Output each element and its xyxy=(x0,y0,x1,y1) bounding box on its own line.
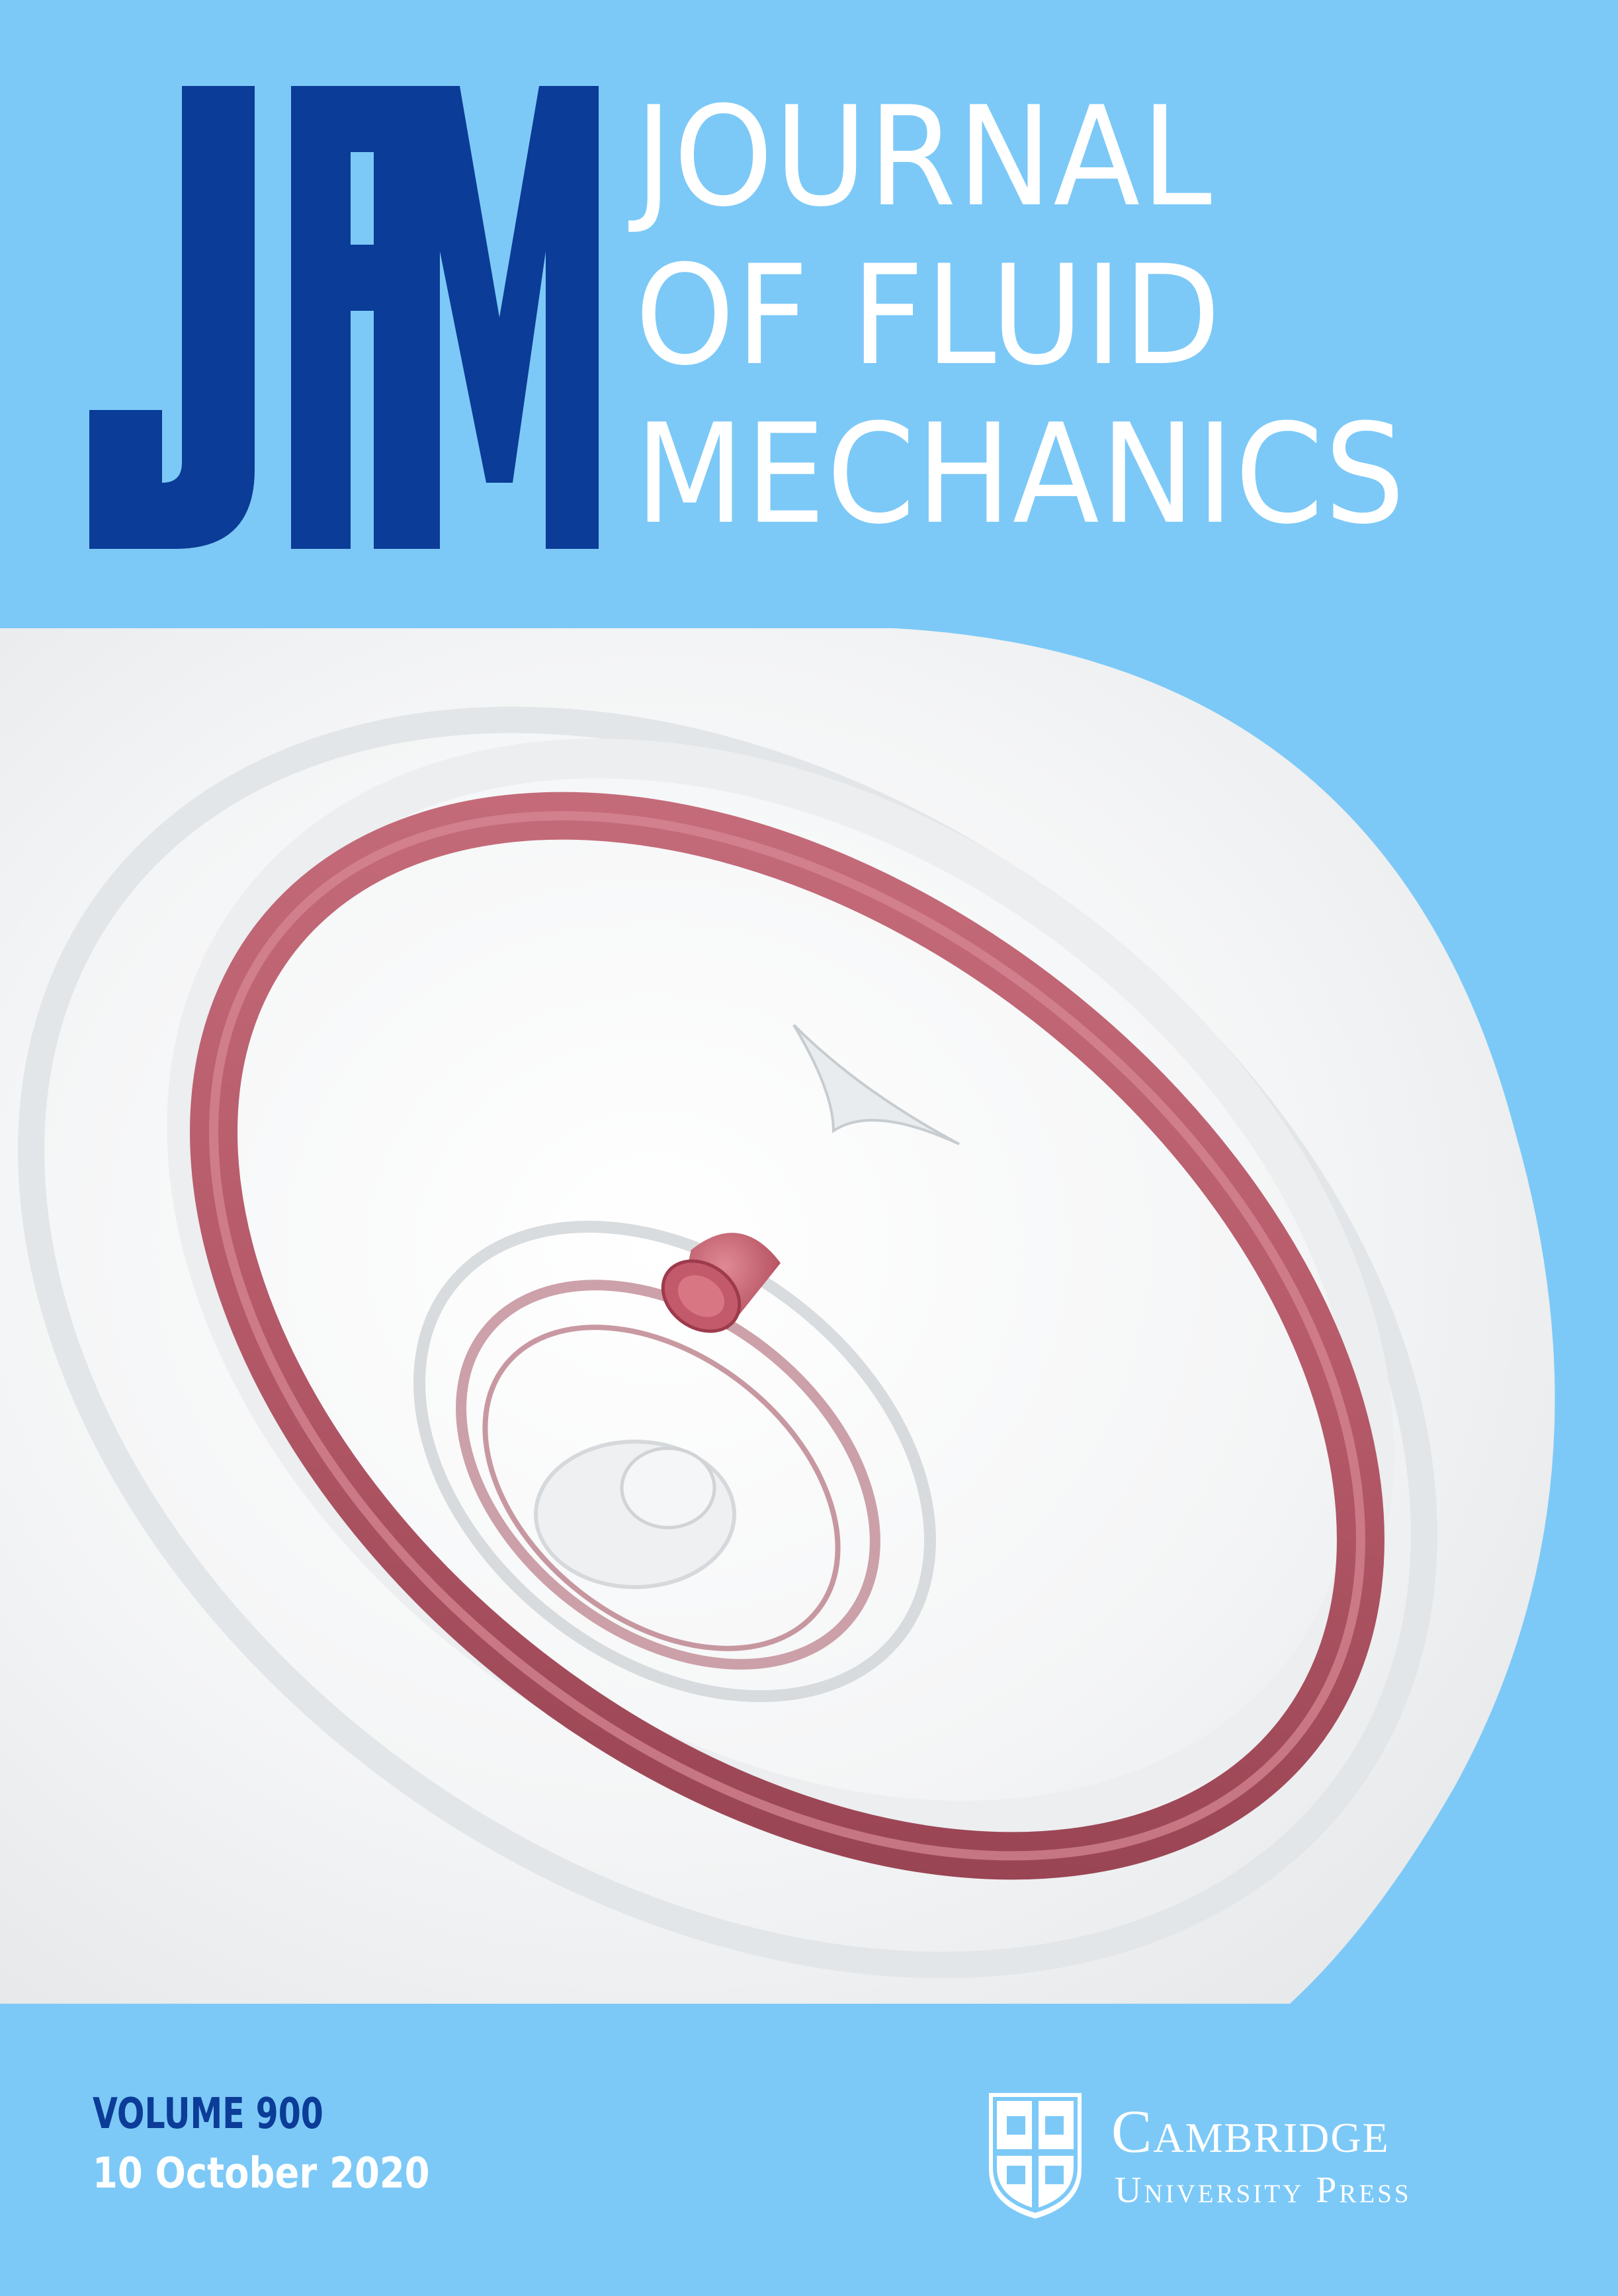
publisher-name: Cambridge xyxy=(1111,2098,1390,2165)
cover-artwork xyxy=(0,628,1618,2004)
journal-title xyxy=(635,78,1473,554)
title-line-2: OF FLUID xyxy=(635,236,1222,396)
issue-date: 10 October 2020 xyxy=(93,2149,430,2198)
title-line-3: MECHANICS xyxy=(635,395,1406,555)
title-line-1: JOURNAL xyxy=(635,77,1213,237)
jfm-logo xyxy=(89,79,599,555)
cambridge-shield-icon xyxy=(986,2090,1085,2222)
publisher-subtitle: University Press xyxy=(1115,2170,1412,2211)
volume-label: VOLUME 900 xyxy=(93,2090,323,2139)
publisher-logo xyxy=(986,2090,1528,2222)
